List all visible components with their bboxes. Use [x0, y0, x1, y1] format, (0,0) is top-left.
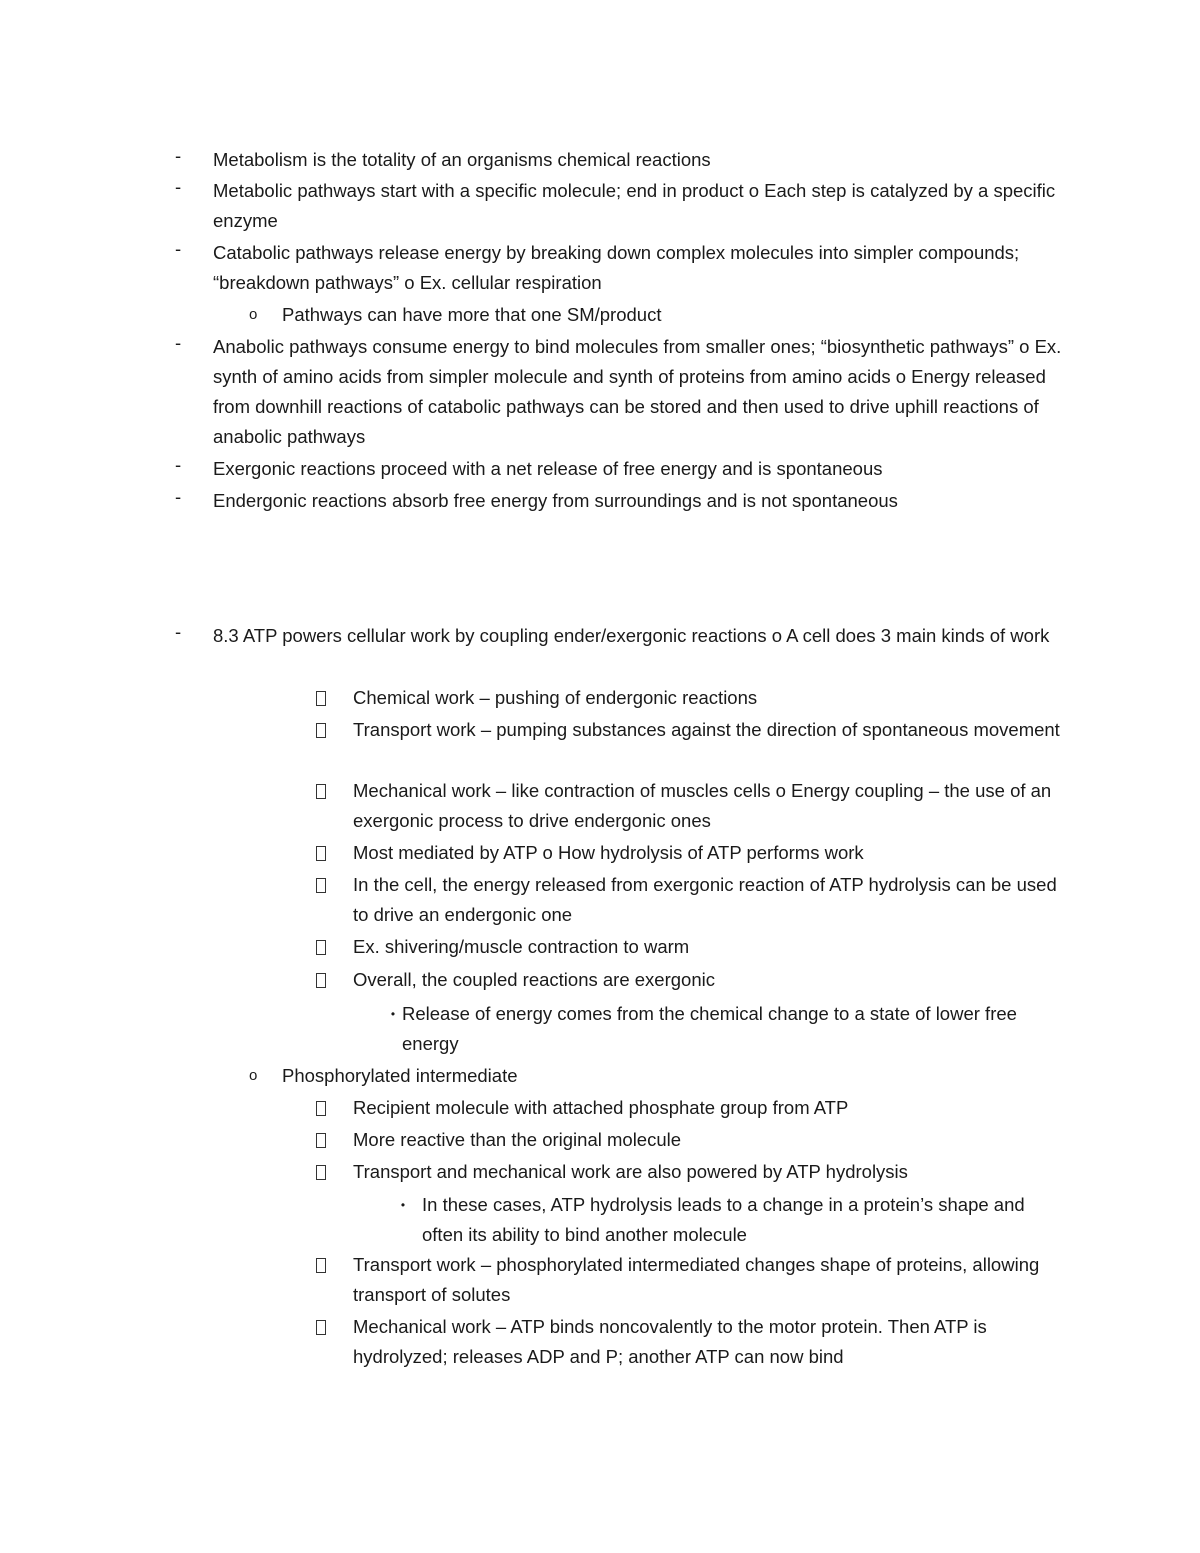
box-bullet-icon	[316, 940, 326, 955]
list-item-text: Metabolic pathways start with a specific molecule; end in product o Each step is catalyzed by a specific enzyme	[213, 180, 1056, 231]
list-item	[384, 1190, 1062, 1250]
list-item-text: Release of energy comes from the chemical change to a state of lower free energy	[402, 1003, 1017, 1054]
list-item	[175, 176, 1063, 236]
list-item-text: Chemical work – pushing of endergonic reactions	[353, 687, 758, 708]
list-item	[249, 1061, 1042, 1091]
list-item	[316, 1125, 1073, 1155]
dash-bullet: -	[175, 621, 182, 642]
section-heading	[175, 621, 1063, 651]
list-item	[316, 838, 1073, 868]
list-item	[316, 683, 1073, 713]
list-item-text: Overall, the coupled reactions are exergonic	[353, 969, 715, 990]
list-item	[175, 486, 1063, 516]
list-item	[316, 870, 1073, 930]
list-item-text: Transport work – phosphorylated intermediated changes shape of proteins, allowing transport of solutes	[353, 1254, 1040, 1305]
list-item-text: Transport and mechanical work are also powered by ATP hydrolysis	[353, 1161, 908, 1182]
list-item-text: Recipient molecule with attached phosphate group from ATP	[353, 1097, 849, 1118]
list-item-text: 8.3 ATP powers cellular work by coupling ender/exergonic reactions o A cell does 3 main kinds of work	[213, 625, 1050, 646]
box-bullet-icon	[316, 1258, 326, 1273]
list-item-text: Catabolic pathways release energy by breaking down complex molecules into simpler compounds; “breakdown pathways” o Ex. cellular respiration	[213, 242, 1020, 293]
box-bullet-icon	[316, 784, 326, 799]
list-item	[316, 715, 1073, 745]
dash-bullet: -	[175, 176, 182, 197]
list-item	[249, 300, 1042, 330]
dash-bullet: -	[175, 454, 182, 475]
box-bullet-icon	[316, 691, 326, 706]
list-item-text: Transport work – pumping substances against the direction of spontaneous movement	[353, 719, 1060, 740]
list-item-text: More reactive than the original molecule	[353, 1129, 682, 1150]
dash-bullet: -	[175, 486, 182, 507]
list-item-text: In these cases, ATP hydrolysis leads to a change in a protein’s shape and often its ability to bind another molecule	[422, 1194, 1025, 1245]
list-item	[316, 932, 1073, 962]
box-bullet-icon	[316, 1101, 326, 1116]
list-item-text: Exergonic reactions proceed with a net release of free energy and is spontaneous	[213, 458, 883, 479]
dot-bullet: •	[400, 1198, 406, 1212]
list-item	[175, 145, 1063, 175]
box-bullet-icon	[316, 723, 326, 738]
dot-bullet: •	[390, 1007, 396, 1021]
dash-bullet: -	[175, 332, 182, 353]
dash-bullet: -	[175, 238, 182, 259]
list-item	[175, 238, 1063, 298]
circle-bullet: o	[249, 1067, 258, 1084]
list-item	[175, 332, 1063, 452]
list-item-text: Endergonic reactions absorb free energy from surroundings and is not spontaneous	[213, 490, 898, 511]
list-item-text: Metabolism is the totality of an organisms chemical reactions	[213, 149, 711, 170]
list-item-text: Anabolic pathways consume energy to bind molecules from smaller ones; “biosynthetic pathways” o Ex. synth of amino acids from simpler molecule and synth of proteins from amino acids o Energy released from downhill reactions of catabolic pathways can be stored and then used to drive uphill reactions of anabolic pathways	[213, 336, 1062, 447]
list-item-text: Mechanical work – ATP binds noncovalently to the motor protein. Then ATP is hydrolyzed; releases ADP and P; another ATP can now bind	[353, 1316, 987, 1367]
list-item-text: Pathways can have more that one SM/product	[282, 304, 662, 325]
dash-bullet: -	[175, 145, 182, 166]
list-item-text: In the cell, the energy released from exergonic reaction of ATP hydrolysis can be used to drive an endergonic one	[353, 874, 1057, 925]
list-item	[316, 1250, 1073, 1310]
box-bullet-icon	[316, 1165, 326, 1180]
list-item	[175, 454, 1063, 484]
list-item	[384, 999, 1042, 1059]
list-item	[316, 1093, 1073, 1123]
list-item	[316, 1157, 1073, 1187]
box-bullet-icon	[316, 846, 326, 861]
list-item	[316, 1312, 1073, 1372]
list-item	[316, 965, 1073, 995]
circle-bullet: o	[249, 306, 258, 323]
list-item	[316, 776, 1073, 836]
list-item-text: Mechanical work – like contraction of muscles cells o Energy coupling – the use of an exergonic process to drive endergonic ones	[353, 780, 1052, 831]
box-bullet-icon	[316, 878, 326, 893]
list-item-text: Ex. shivering/muscle contraction to warm	[353, 936, 690, 957]
list-item-text: Phosphorylated intermediate	[282, 1065, 518, 1086]
box-bullet-icon	[316, 1320, 326, 1335]
box-bullet-icon	[316, 1133, 326, 1148]
list-item-text: Most mediated by ATP o How hydrolysis of ATP performs work	[353, 842, 864, 863]
box-bullet-icon	[316, 973, 326, 988]
